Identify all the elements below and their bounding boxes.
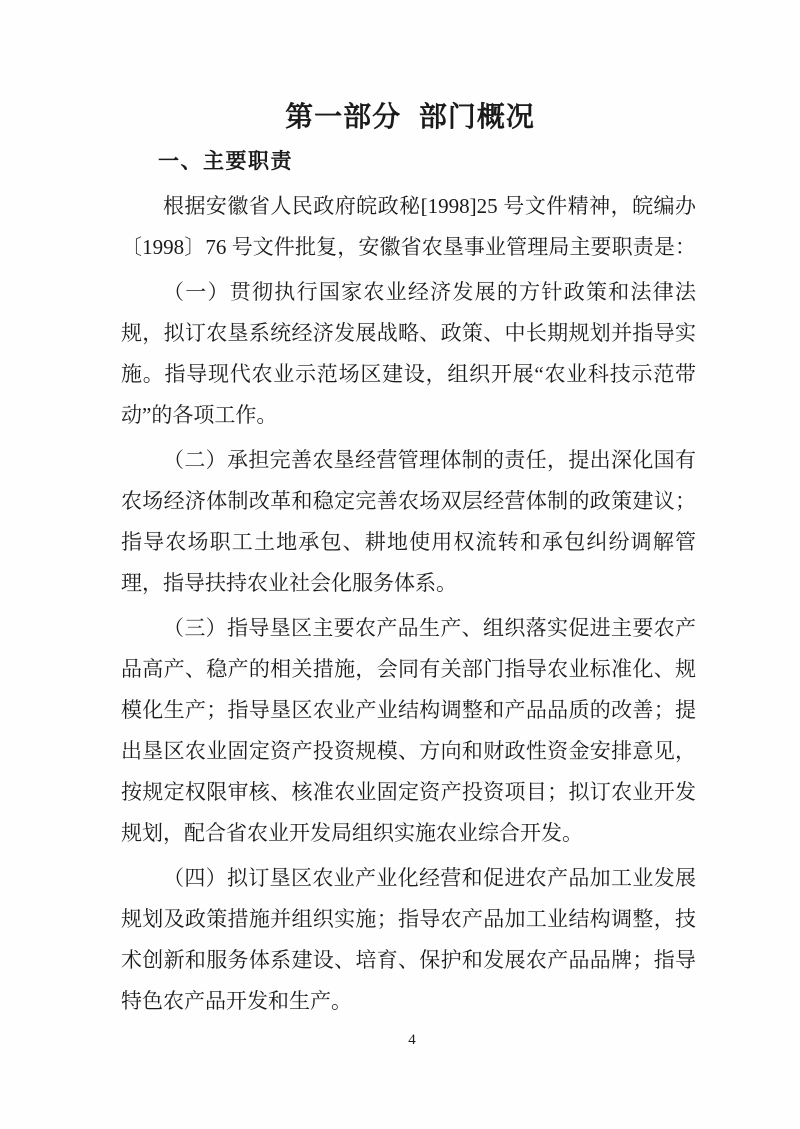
body-line: （一）贯彻执行国家农业经济发展的方针政策和法律法 [163, 280, 696, 304]
body-line: 出垦区农业固定资产投资规模、方向和财政性资金安排意见， [121, 739, 696, 763]
body-line: 特色农产品开发和生产。 [121, 989, 352, 1013]
body-line: 按规定权限审核、核准农业固定资产投资项目；拟订农业开发 [121, 780, 696, 804]
paragraph-intro [121, 186, 696, 268]
body-line: 规划，配合省农业开发局组织实施农业综合开发。 [121, 821, 583, 845]
body-line: 规划及政策措施并组织实施；指导农产品加工业结构调整，技 [121, 907, 696, 931]
body-line: （三）指导垦区主要农产品生产、组织落实促进主要农产 [163, 616, 696, 640]
page-title: 第一部分 部门概况 [285, 101, 535, 132]
body-line: 品高产、稳产的相关措施，会同有关部门指导农业标准化、规 [121, 657, 696, 681]
paragraph-item-3 [121, 608, 696, 854]
body-line: 根据安徽省人民政府皖政秘[1998]25 号文件精神，皖编办 [163, 194, 696, 218]
body-line: 指导农场职工土地承包、耕地使用权流转和承包纠纷调解管 [121, 530, 696, 554]
page-number: 4 [408, 1032, 416, 1048]
body-line: 术创新和服务体系建设、培育、保护和发展农产品品牌；指导 [121, 948, 696, 972]
body-line: 〔1998〕76 号文件批复，安徽省农垦事业管理局主要职责是： [121, 235, 696, 259]
body-line: 规，拟订农垦系统经济发展战略、政策、中长期规划并指导实 [121, 321, 696, 345]
section-heading: 一、主要职责 [158, 150, 293, 173]
body-line: （二）承担完善农垦经营管理体制的责任，提出深化国有 [163, 448, 696, 472]
paragraph-item-4 [121, 858, 696, 1022]
paragraph-item-1 [121, 272, 696, 436]
body-line: 理，指导扶持农业社会化服务体系。 [121, 571, 457, 595]
body-line: （四）拟订垦区农业产业化经营和促进农产品加工业发展 [163, 866, 696, 890]
body-line: 农场经济体制改革和稳定完善农场双层经营体制的政策建议； [121, 489, 696, 513]
body-line: 动”的各项工作。 [121, 403, 278, 427]
paragraph-item-2 [121, 440, 696, 604]
body-line: 施。指导现代农业示范场区建设，组织开展“农业科技示范带 [121, 362, 696, 386]
body-line: 模化生产；指导垦区农业产业结构调整和产品品质的改善；提 [121, 698, 696, 722]
document-body [121, 186, 696, 1026]
